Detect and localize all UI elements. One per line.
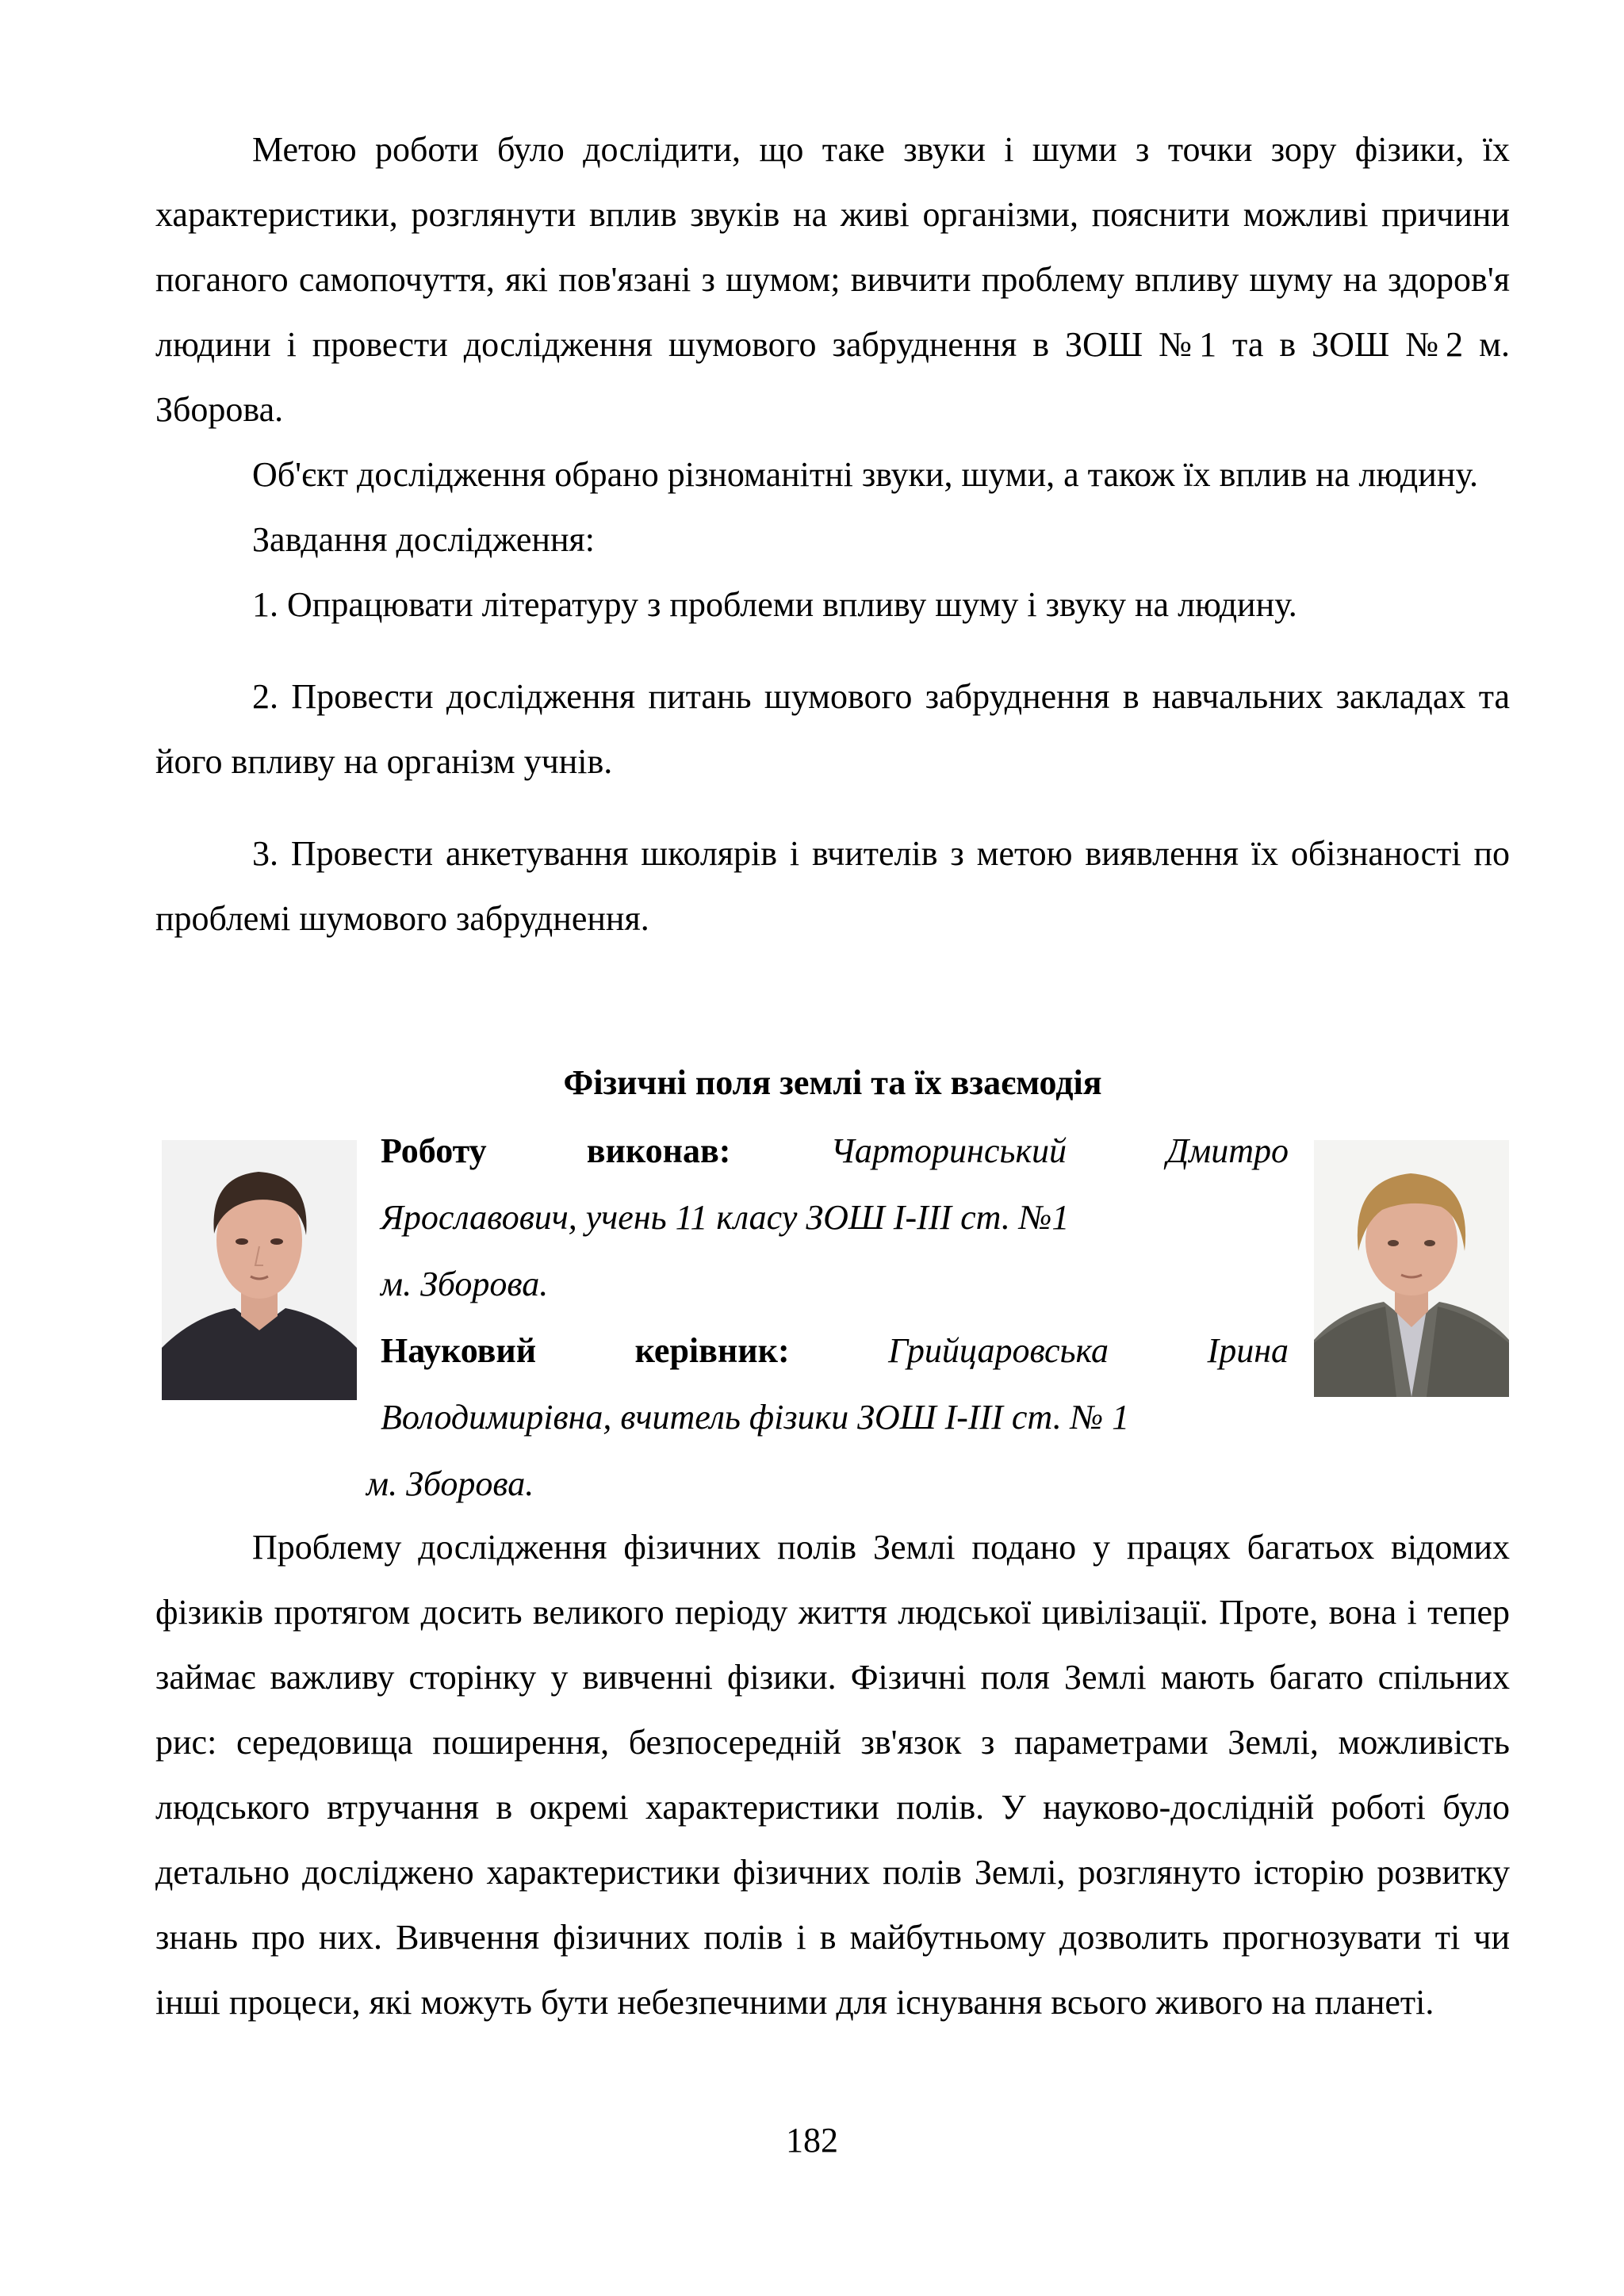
task-item-2: 2. Провести дослідження питань шумового забруднення в навчальних закладах та його впливу на організм учнів.	[155, 677, 1510, 781]
author-photo	[162, 1140, 357, 1400]
supervisor-label-1: Науковий	[381, 1331, 537, 1370]
author-portrait-icon	[162, 1140, 357, 1400]
supervisor-line-3: м. Зборова.	[366, 1464, 534, 1503]
tasks-heading: Завдання дослідження:	[252, 520, 595, 559]
supervisor-line-2: Володимирівна, вчитель фізики ЗОШ І-ІІІ ст. № 1	[381, 1398, 1130, 1437]
section-body-paragraph: Проблему дослідження фізичних полів Землі подано у працях багатьох відомих фізиків протягом досить великого періоду життя людської цивілізації. Проте, вона і тепер займає важливу сторінку у вивченні фізики. Фізичні поля Землі мають багато спільних рис: середовища поширення, безпосередній зв'язок з параметрами Землі, можливість людського втручання в окремі характеристики полів. У науково-дослідній роботі було детально досліджено характеристики фізичних полів Землі, розглянуто історію розвитку знань про них. Вивчення фізичних полів і в майбутньому дозволить прогнозувати ті чи інші процеси, які можуть бути небезпечними для існування всього живого на планеті.	[155, 1528, 1510, 2022]
supervisor-portrait-icon	[1314, 1140, 1509, 1397]
author-info	[366, 1118, 1289, 1517]
task-item-3: 3. Провести анкетування школярів і вчителів з метою виявлення їх обізнаності по проблемі шумового забруднення.	[155, 834, 1510, 938]
supervisor-first-name: Ірина	[1207, 1331, 1289, 1370]
supervisor-photo	[1314, 1140, 1509, 1397]
author-first-name: Дмитро	[1166, 1131, 1289, 1170]
supervisor-surname: Грийцаровська	[888, 1331, 1109, 1370]
author-line-1	[381, 1118, 1289, 1184]
goal-paragraph: Метою роботи було дослідити, що таке звуки і шуми з точки зору фізики, їх характеристики, розглянути вплив звуків на живі організми, пояснити можливі причини поганого самопочуття, які пов'язані з шумом; вивчити проблему впливу шуму на здоров'я людини і провести дослідження шумового забруднення в ЗОШ №1 та в ЗОШ №2 м. Зборова.	[155, 130, 1510, 429]
author-line-2: Ярославович, учень 11 класу ЗОШ І-ІІІ ст. №1	[381, 1198, 1070, 1237]
intro-section	[155, 117, 1510, 951]
supervisor-line-1	[381, 1318, 1289, 1384]
section-title: Фізичні поля землі та їх взаємодія	[563, 1063, 1102, 1102]
page-number: 182	[786, 2121, 838, 2160]
author-line-3: м. Зборова.	[381, 1265, 549, 1303]
author-surname: Чарторинський	[830, 1131, 1067, 1170]
author-label: Роботу виконав:	[381, 1131, 731, 1170]
section-body	[155, 1515, 1510, 2035]
supervisor-label-2: керівник:	[634, 1331, 790, 1370]
object-paragraph: Об'єкт дослідження обрано різноманітні звуки, шуми, а також їх вплив на людину.	[252, 455, 1478, 494]
task-item-1: 1. Опрацювати літературу з проблеми впливу шуму і звуку на людину.	[252, 585, 1297, 624]
